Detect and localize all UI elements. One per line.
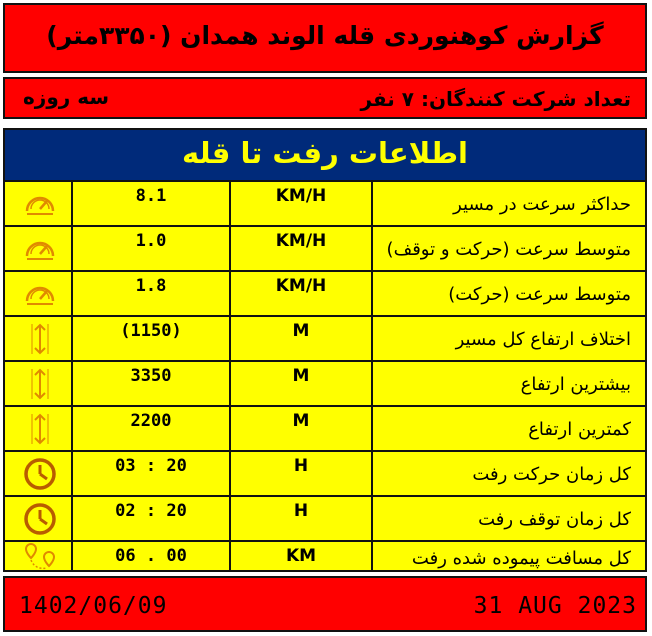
elevation-arrow-icon [23, 412, 57, 446]
row-unit: H [293, 501, 309, 521]
row-unit: H [293, 456, 309, 476]
row-value: 06 . 00 [115, 546, 187, 566]
row-label: کمترین ارتفاع [528, 419, 631, 440]
speedometer-icon [23, 187, 57, 221]
row-value: 8.1 [135, 186, 167, 206]
speedometer-icon [23, 277, 57, 311]
row-value: 1.0 [135, 231, 167, 251]
row-value: 3350 [130, 366, 172, 386]
table-row [5, 227, 645, 272]
clock-icon [23, 457, 57, 491]
ascent-info-table [3, 128, 647, 572]
row-label: بیشترین ارتفاع [520, 374, 631, 395]
row-unit: KM/H [275, 231, 327, 251]
route-icon [23, 540, 57, 574]
gregorian-date: 31 AUG 2023 [473, 593, 637, 619]
elevation-arrow-icon [23, 322, 57, 356]
table-row [5, 407, 645, 452]
participants-count: تعداد شرکت کنندگان: ۷ نفر [360, 87, 631, 111]
table-row [5, 542, 645, 572]
row-label: متوسط سرعت (حرکت) [448, 284, 631, 305]
speedometer-icon [23, 232, 57, 266]
table-row [5, 362, 645, 407]
row-unit: KM/H [275, 276, 327, 296]
row-value: 1.8 [135, 276, 167, 296]
row-label: متوسط سرعت (حرکت و توقف) [386, 239, 631, 260]
table-heading [5, 130, 645, 182]
info-bar [3, 77, 647, 119]
row-unit: M [292, 366, 310, 386]
table-row [5, 452, 645, 497]
row-label: کل مسافت پیموده شده رفت [411, 548, 631, 569]
footer-bar [3, 576, 647, 632]
title-bar [3, 3, 647, 73]
row-unit: KM/H [275, 186, 327, 206]
clock-icon [23, 502, 57, 536]
row-unit: KM [285, 546, 317, 566]
report-title: گزارش کوهنوردی قله الوند همدان (۳۳۵۰متر) [46, 21, 604, 50]
persian-date: 1402/06/09 [19, 593, 168, 619]
table-heading-text: اطلاعات رفت تا قله [182, 136, 468, 170]
row-value: 02 : 20 [115, 501, 187, 521]
table-row [5, 317, 645, 362]
table-row [5, 182, 645, 227]
row-label: اختلاف ارتفاع کل مسیر [455, 329, 631, 350]
elevation-arrow-icon [23, 367, 57, 401]
row-unit: M [292, 321, 310, 341]
row-label: کل زمان توقف رفت [478, 509, 631, 530]
table-row [5, 272, 645, 317]
row-value: 2200 [130, 411, 172, 431]
table-row [5, 497, 645, 542]
row-value: (1150) [120, 321, 182, 341]
row-value: 03 : 20 [115, 456, 187, 476]
row-unit: M [292, 411, 310, 431]
row-label: کل زمان حرکت رفت [472, 464, 631, 485]
row-label: حداکثر سرعت در مسیر [453, 194, 631, 215]
trip-duration: سه روزه [23, 85, 110, 109]
